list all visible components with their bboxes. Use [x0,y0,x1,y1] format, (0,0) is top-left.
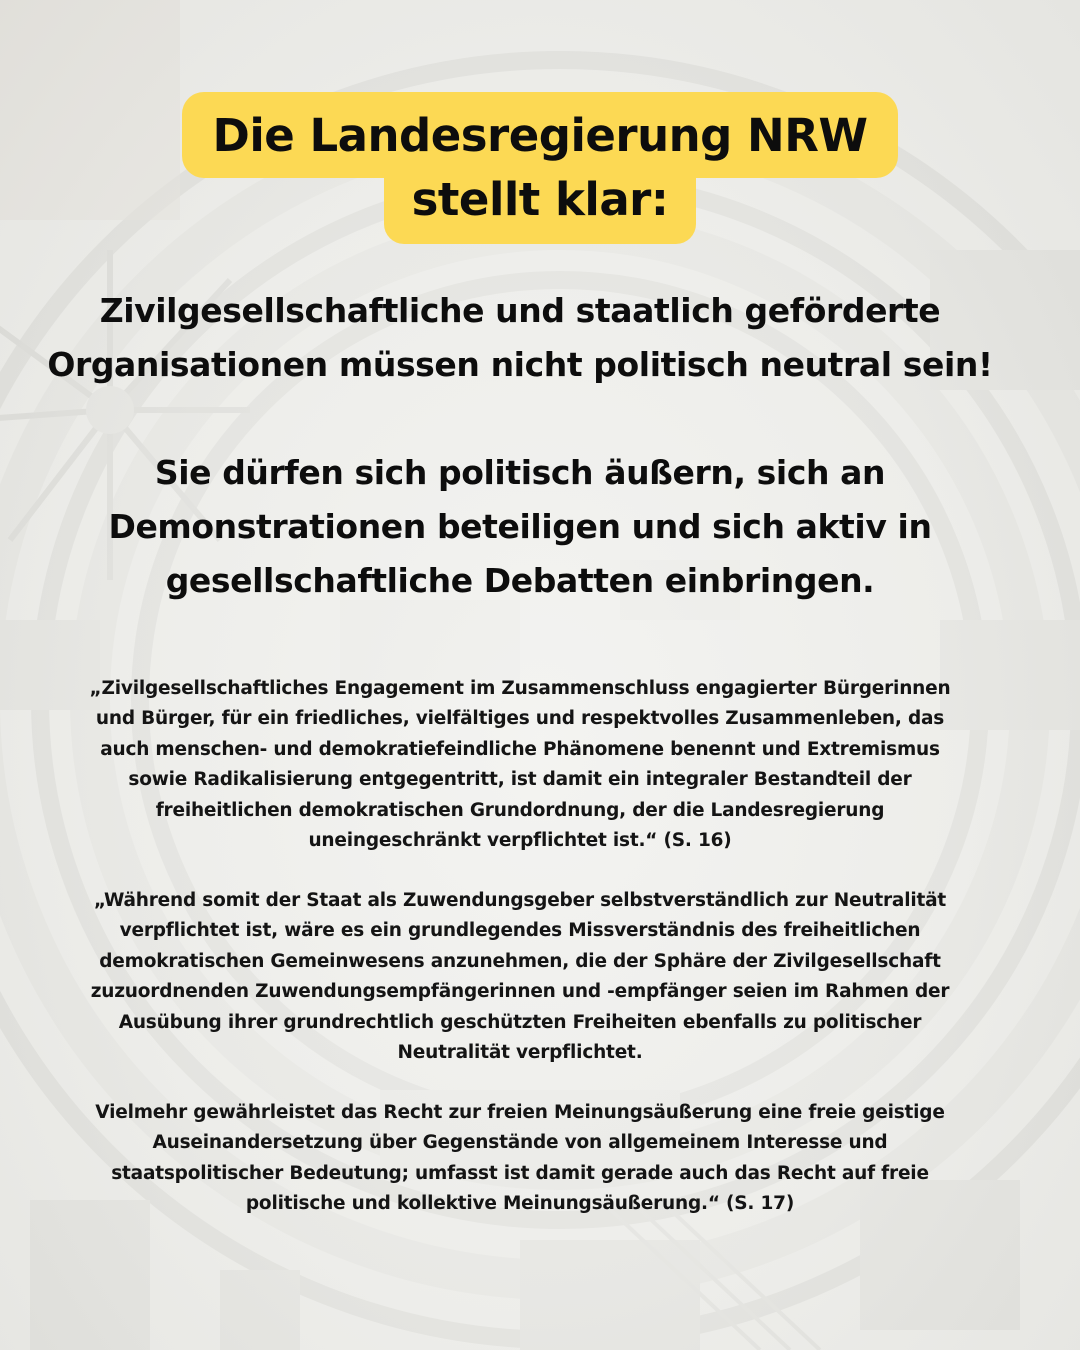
quote-line: staatspolitischer Bedeutung; umfasst ist damit gerade auch das Recht auf freie [111,1162,929,1184]
statement-line-1: Sie dürfen sich politisch äußern, sich an [154,453,886,492]
subheadline-line-1: Zivilgesellschaftliche und staatlich geförderte [99,291,941,330]
quote-line: sowie Radikalisierung entgegentritt, ist damit ein integraler Bestandteil der [128,769,912,791]
subheadline [20,284,1020,392]
statement-line-3: gesellschaftliche Debatten einbringen. [165,561,875,600]
quote-line: Vielmehr gewährleistet das Recht zur freien Meinungsäußerung eine freie geistige [95,1102,945,1123]
quote-line: freiheitlichen demokratischen Grundordnung, der die Landesregierung [155,799,885,821]
headline-line-1: Die Landesregierung NRW [182,92,897,178]
quote-line: zuzuordnenden Zuwendungsempfängerinnen und -empfänger seien im Rahmen der [90,981,950,1003]
quote-line: demokratischen Gemeinwesens anzunehmen, die der Sphäre der Zivilgesellschaft [99,950,941,972]
quote-paragraph-1 [60,674,980,856]
quote-line: Ausübung ihrer grundrechtlich geschützten Freiheiten ebenfalls zu politischer [118,1011,922,1033]
quote-line: Auseinandersetzung über Gegenstände von allgemeinem Interesse und [152,1132,888,1154]
quote-line: verpflichtet ist, wäre es ein grundlegendes Missverständnis des freiheitlichen [119,920,921,942]
subheadline-line-2: Organisationen müssen nicht politisch neutral sein! [47,345,993,384]
quote-line: auch menschen- und demokratiefeindliche Phänomene benennt und Extremismus [100,738,940,760]
quote-line: „Zivilgesellschaftliches Engagement im Zusammenschluss engagierter Bürgerinnen [89,678,951,699]
quote-line: und Bürger, für ein friedliches, vielfältiges und respektvolles Zusammenleben, das [95,708,945,730]
quote-paragraph-2 [60,886,980,1068]
quote-line: Neutralität verpflichtet. [397,1042,643,1064]
headline [0,92,1080,244]
quote-paragraph-3 [60,1098,980,1220]
quote-line: politische und kollektive Meinungsäußerung.“ (S. 17) [245,1193,795,1215]
quote-line: uneingeschränkt verpflichtet ist.“ (S. 16) [308,830,732,852]
statement [40,446,1000,608]
headline-line-2: stellt klar: [384,170,697,244]
quote-line: „Während somit der Staat als Zuwendungsgeber selbstverständlich zur Neutralität [93,890,947,911]
statement-line-2: Demonstrationen beteiligen und sich aktiv in [108,507,932,546]
